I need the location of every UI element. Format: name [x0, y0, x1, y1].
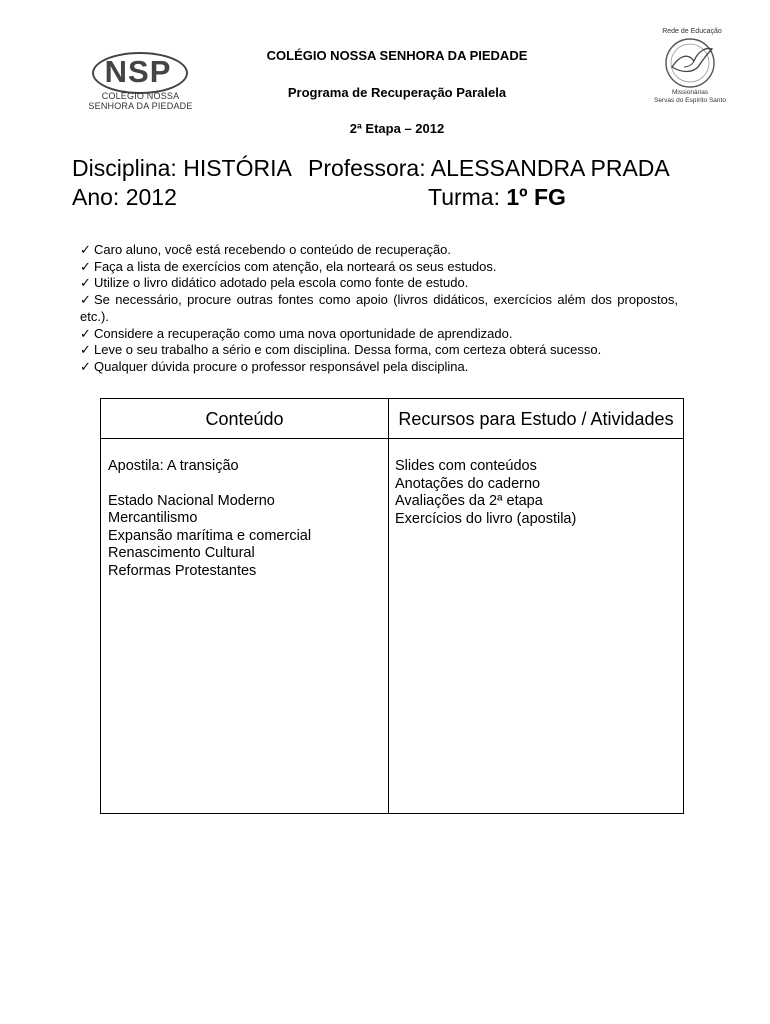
list-item: ✓ Leve o seu trabalho a sério e com disciplina. Dessa forma, com certeza obterá sucesso.	[80, 342, 602, 358]
class-value: 1º FG	[506, 184, 566, 210]
logo-line-1: COLÉGIO NOSSA	[101, 91, 180, 101]
table-header-content: Conteúdo	[205, 409, 284, 429]
dove-icon	[658, 37, 722, 89]
check-icon: ✓	[80, 258, 91, 274]
table-cell: Renascimento Cultural	[108, 545, 255, 561]
discipline-label: Disciplina: HISTÓRIA	[72, 155, 292, 181]
network-logo-title: Rede de Educação	[662, 28, 722, 35]
check-icon: ✓	[80, 358, 91, 374]
list-item: ✓ Qualquer dúvida procure o professor responsável pela disciplina.	[80, 358, 469, 374]
table-cell-spacer	[108, 476, 383, 493]
table-header-resources: Recursos para Estudo / Atividades	[398, 409, 674, 429]
school-name: COLÉGIO NOSSA SENHORA DA PIEDADE	[266, 48, 528, 63]
table-cell: Estado Nacional Moderno	[108, 492, 275, 509]
content-column	[108, 458, 383, 580]
table-divider-horizontal	[101, 438, 683, 439]
stage-label: 2ª Etapa – 2012	[349, 121, 445, 136]
class-label-prefix: Turma:	[428, 184, 507, 210]
list-item: ✓ Faça a lista de exercícios com atenção, ela norteará os seus estudos.	[80, 258, 497, 274]
teacher-label: Professora: ALESSANDRA PRADA	[308, 155, 670, 181]
table-cell: Anotações do caderno	[395, 475, 541, 492]
logo-mark: NSP	[104, 54, 172, 89]
class-label	[428, 184, 566, 210]
logo-line-2: SENHORA DA PIEDADE	[88, 101, 193, 111]
program-title: Programa de Recuperação Paralela	[287, 85, 507, 100]
table-cell: Apostila: A transição	[108, 458, 239, 474]
study-table	[100, 398, 684, 814]
check-icon: ✓	[80, 342, 91, 358]
year-label: Ano: 2012	[72, 184, 177, 210]
table-cell: Expansão marítima e comercial	[108, 527, 312, 544]
check-icon: ✓	[80, 292, 91, 308]
network-logo-line-1: Missionárias	[671, 89, 709, 96]
network-logo-line-2: Servas do Espírito Santo	[654, 97, 726, 104]
check-icon: ✓	[80, 325, 91, 341]
list-item: ✓ Considere a recuperação como uma nova oportunidade de aprendizado.	[80, 325, 513, 341]
check-icon: ✓	[80, 275, 91, 291]
instructions-list	[80, 242, 678, 376]
table-divider-vertical	[388, 399, 389, 813]
table-cell: Mercantilismo	[108, 510, 198, 526]
check-icon: ✓	[80, 242, 91, 257]
list-item: ✓ Se necessário, procure outras fontes como apoio (livros didáticos, exercícios além dos propostos, etc.).	[80, 292, 678, 324]
table-cell: Slides com conteúdos	[395, 458, 537, 474]
list-item: ✓ Caro aluno, você está recebendo o conteúdo de recuperação.	[80, 242, 452, 257]
resources-column	[395, 458, 679, 528]
table-cell: Reformas Protestantes	[108, 562, 257, 579]
list-item: ✓ Utilize o livro didático adotado pela escola como fonte de estudo.	[80, 275, 469, 291]
table-cell: Exercícios do livro (apostila)	[395, 510, 577, 527]
table-cell: Avaliações da 2ª etapa	[395, 493, 543, 509]
